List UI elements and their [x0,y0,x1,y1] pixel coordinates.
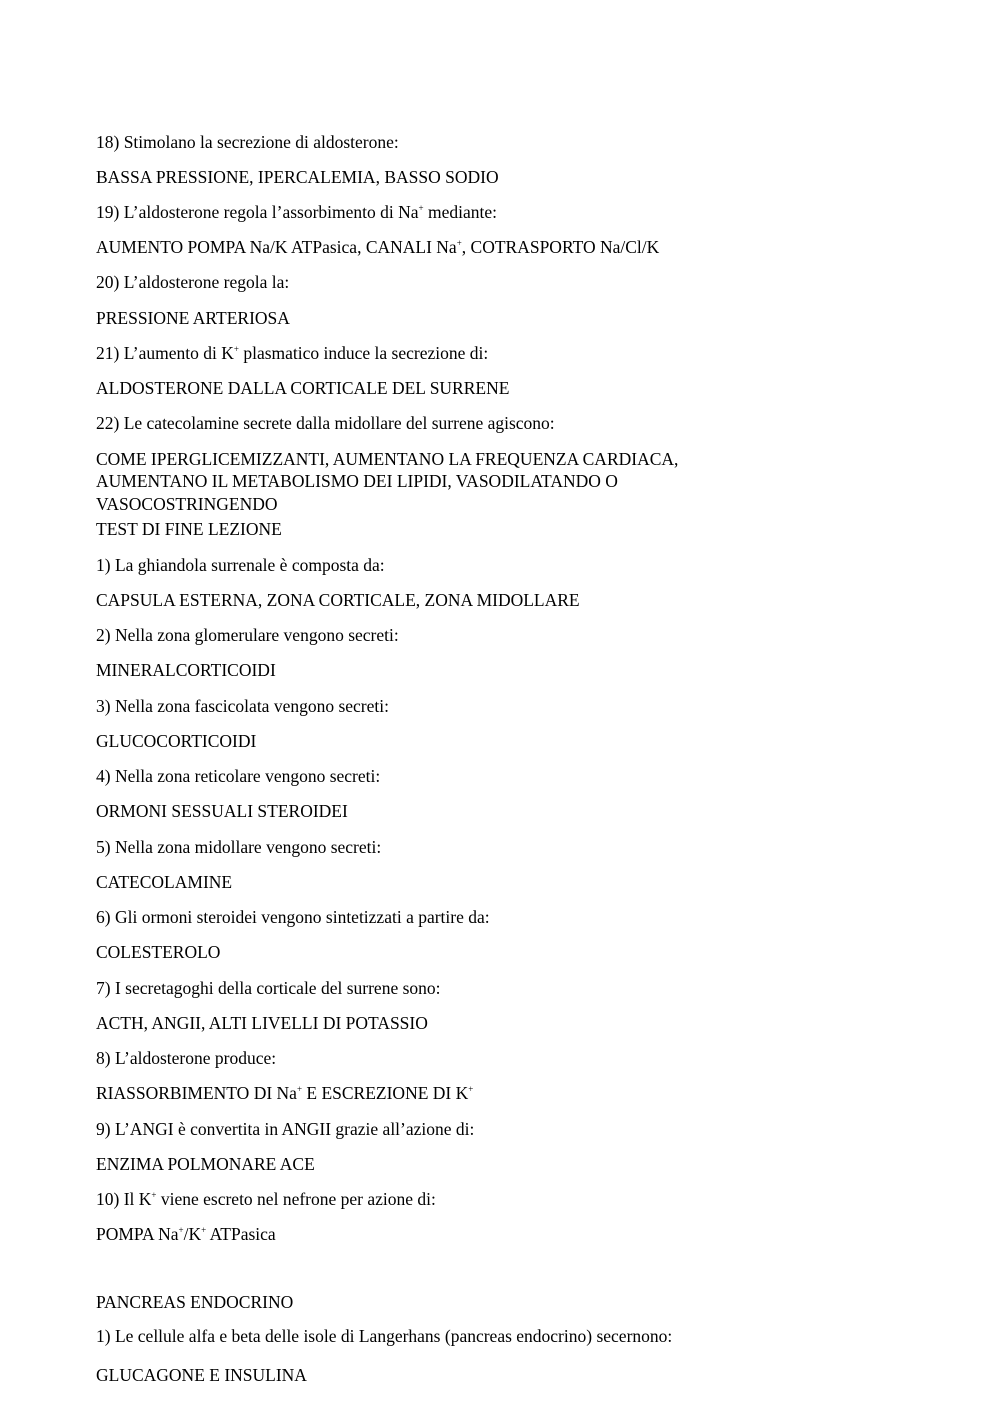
text-run: RIASSORBIMENTO DI Na [96,1083,297,1103]
text-run: , COTRASPORTO Na/Cl/K [461,237,660,257]
answer-line [96,493,278,515]
text-run: MINERALCORTICOIDI [96,660,276,680]
answer-line [96,1364,307,1386]
text-run: mediante: [423,202,497,222]
superscript-text: + [468,1084,474,1094]
text-run: 20) L’aldosterone regola la: [96,272,290,292]
section-heading [96,518,282,540]
text-run: TEST DI FINE LEZIONE [96,519,282,539]
superscript-text: + [418,203,424,213]
text-run: 9) L’ANGI è convertita in ANGII grazie all’azione di: [96,1119,475,1139]
question-line [96,342,488,364]
text-run: E ESCREZIONE DI K [302,1083,469,1103]
superscript-text: + [296,1084,303,1094]
answer-line [96,1012,428,1034]
question-line [96,1118,474,1140]
text-run: VASOCOSTRINGENDO [96,494,278,514]
answer-line [96,377,509,399]
text-run: 7) I secretagoghi della corticale del surrene sono: [96,978,441,998]
answer-line [96,941,220,963]
superscript-text: + [201,1225,207,1235]
question-line [96,271,289,293]
question-line [96,201,497,223]
text-run: 5) Nella zona midollare vengono secreti: [96,837,382,857]
answer-line [96,448,678,470]
question-line [96,624,399,646]
text-run: PANCREAS ENDOCRINO [96,1292,294,1312]
text-run: 19) L’aldosterone regola l’assorbimento di Na [96,202,419,222]
text-run: plasmatico induce la secrezione di: [238,343,489,363]
text-run: 4) Nella zona reticolare vengono secreti: [96,766,381,786]
text-run: ACTH, ANGII, ALTI LIVELLI DI POTASSIO [96,1013,428,1033]
question-line [96,836,381,858]
text-run: GLUCOCORTICOIDI [96,731,257,751]
answer-line [96,589,580,611]
answer-line [96,1153,315,1175]
text-run: PRESSIONE ARTERIOSA [96,308,290,328]
text-run: AUMENTO POMPA Na/K ATPasica, CANALI Na [96,237,457,257]
text-run: CAPSULA ESTERNA, ZONA CORTICALE, ZONA MIDOLLARE [96,590,580,610]
text-run: COLESTEROLO [96,942,221,962]
text-run: ENZIMA POLMONARE ACE [96,1154,315,1174]
superscript-text: + [178,1225,184,1235]
answer-line [96,470,618,492]
text-run: ATPasica [206,1224,276,1244]
question-line [96,1188,436,1210]
text-run: 2) Nella zona glomerulare vengono secreti: [96,625,399,645]
answer-line [96,730,256,752]
text-run: 8) L’aldosterone produce: [96,1048,277,1068]
text-run: 18) Stimolano la secrezione di aldosterone: [96,132,399,152]
text-run: 10) Il K [96,1189,152,1209]
answer-line [96,307,290,329]
text-run: 1) La ghiandola surrenale è composta da: [96,555,385,575]
text-run: ORMONI SESSUALI STEROIDEI [96,801,348,821]
answer-line [96,236,659,258]
answer-line [96,659,276,681]
question-line [96,554,385,576]
superscript-text: + [151,1190,157,1200]
text-run: 3) Nella zona fascicolata vengono secreti: [96,696,389,716]
answer-line [96,871,232,893]
text-run: POMPA Na [96,1224,179,1244]
answer-line [96,1223,276,1245]
text-run: COME IPERGLICEMIZZANTI, AUMENTANO LA FREQUENZA CARDIACA, [96,449,679,469]
text-run: 1) Le cellule alfa e beta delle isole di Langerhans (pancreas endocrino) secernono: [96,1326,673,1346]
text-run: /K [183,1224,202,1244]
question-line [96,765,380,787]
answer-line [96,800,348,822]
question-line [96,977,441,999]
question-line [96,1325,672,1347]
text-run: 21) L’aumento di K [96,343,234,363]
text-run: BASSA PRESSIONE, IPERCALEMIA, BASSO SODIO [96,167,499,187]
question-line [96,906,490,928]
superscript-text: + [233,344,239,354]
answer-line [96,166,499,188]
section-heading [96,1291,293,1313]
text-run: ALDOSTERONE DALLA CORTICALE DEL SURRENE [96,378,510,398]
superscript-text: + [456,238,462,248]
question-line [96,695,389,717]
text-run: 22) Le catecolamine secrete dalla midollare del surrene agiscono: [96,413,555,433]
text-run: viene escreto nel nefrone per azione di: [156,1189,436,1209]
text-run: CATECOLAMINE [96,872,233,892]
answer-line [96,1082,473,1104]
question-line [96,1047,276,1069]
text-run: 6) Gli ormoni steroidei vengono sintetizzati a partire da: [96,907,490,927]
text-run: AUMENTANO IL METABOLISMO DEI LIPIDI, VASODILATANDO O [96,471,618,491]
question-line [96,131,399,153]
question-line [96,412,555,434]
text-run: GLUCAGONE E INSULINA [96,1365,307,1385]
